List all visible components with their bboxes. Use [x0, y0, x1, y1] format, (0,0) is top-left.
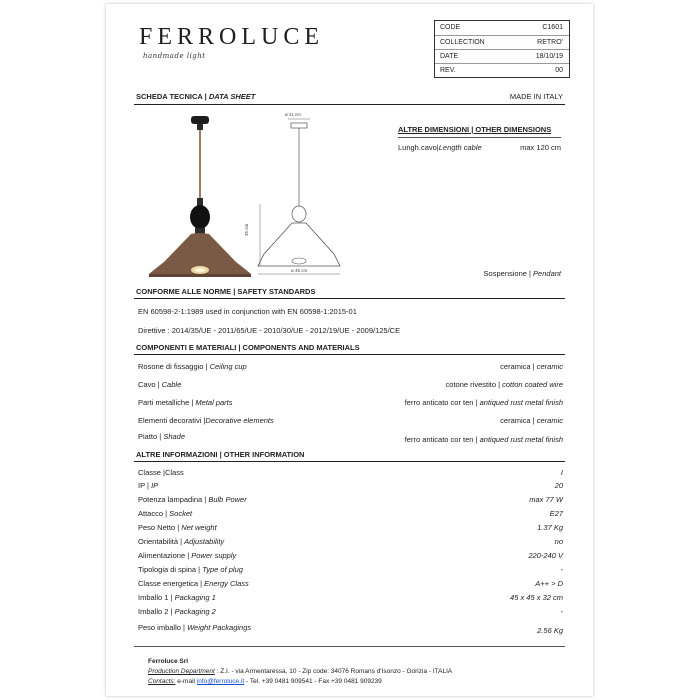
footer-company: Ferroluce Srl — [148, 658, 189, 665]
info-row-date: DATE 18/10/19 — [435, 49, 569, 64]
dimensions-divider — [398, 137, 561, 138]
info-label: Peso imballo | Weight Packagings — [138, 623, 252, 632]
lamp-photo — [146, 116, 256, 286]
email-link[interactable]: info@ferroluce.it — [196, 678, 245, 685]
components-divider — [134, 354, 565, 355]
info-row-collection: COLLECTION RETRO' — [435, 35, 569, 50]
component-label: Elementi decorativi |Decorative elements — [138, 416, 274, 425]
dimension-bottom-label: ø 45 cm — [291, 268, 308, 273]
info-label: Tipologia di spina | Type of plug — [138, 565, 243, 574]
component-value: ferro anticato cor ten | antiqued rust metal finish — [404, 398, 563, 407]
footer-divider — [134, 646, 565, 647]
footer-contacts: Contacts: e-mail info@ferroluce.it - Tel. +39 0481 909541 - Fax +39 0481 909239 — [148, 678, 382, 685]
title-divider — [134, 104, 565, 105]
dimension-height-label: 35 cm — [244, 223, 249, 236]
component-label: Piatto | Shade — [138, 432, 185, 441]
component-value: ferro anticato cor ten | antiqued rust metal finish — [404, 435, 563, 444]
info-label: IP | IP — [138, 481, 159, 490]
info-label: Alimentazione | Power supply — [138, 551, 237, 560]
safety-norm-line: EN 60598-2-1:1989 used in conjunction with EN 60598-1:2015-01 — [138, 307, 357, 316]
info-label: Orientabilità | Adjustability — [138, 537, 225, 546]
component-value: ceramica | ceramic — [500, 362, 563, 371]
safety-standards-heading: CONFORME ALLE NORME | SAFETY STANDARDS — [136, 287, 316, 296]
dimension-top-label: ø 11 cm — [285, 112, 301, 117]
info-value: 220-240 V — [528, 551, 563, 560]
lamp-type: Sospensione | Pendant — [483, 269, 561, 278]
other-dimensions-heading: ALTRE DIMENSIONI | OTHER DIMENSIONS — [398, 125, 552, 134]
info-value: A++ > D — [535, 579, 563, 588]
info-label: Attacco | Socket — [138, 509, 193, 518]
info-value: no — [554, 537, 563, 546]
made-in-italy: MADE IN ITALY — [509, 92, 563, 101]
info-label: Classe energetica | Energy Class — [138, 579, 249, 588]
document-info-box — [434, 20, 570, 78]
component-label: Cavo | Cable — [138, 380, 182, 389]
data-sheet-page — [106, 4, 593, 696]
safety-directives-line: Direttive : 2014/35/UE - 2011/65/UE - 2010/30/UE - 2012/19/UE - 2009/125/CE — [138, 326, 401, 335]
components-heading: COMPONENTI E MATERIALI | COMPONENTS AND MATERIALS — [136, 343, 360, 352]
info-label: Classe |Class — [138, 468, 184, 477]
other-info-divider — [134, 461, 565, 462]
info-value: 20 — [554, 481, 563, 490]
technical-drawing — [248, 114, 348, 284]
sheet-title: SCHEDA TECNICA | DATA SHEET — [136, 92, 256, 101]
info-label: Imballo 1 | Packaging 1 — [138, 593, 216, 602]
info-label: Imballo 2 | Packaging 2 — [138, 607, 216, 616]
info-value: max 77 W — [529, 495, 563, 504]
brand-logo: FERROLUCE — [139, 24, 325, 50]
cable-length-label: Lungh.cavo|Length cable — [398, 143, 482, 152]
other-information-heading: ALTRE INFORMAZIONI | OTHER INFORMATION — [136, 450, 305, 459]
component-value: ceramica | ceramic — [500, 416, 563, 425]
info-value: I — [560, 468, 563, 477]
footer-production: Production Department : Z.I. - via Armentaressa, 10 - Zip code: 34076 Romans d'Isonzo - Gorizia - ITALIA — [148, 668, 453, 675]
info-value: 1.37 Kg — [537, 523, 563, 532]
component-value: cotone rivestito | cotton coated wire — [445, 380, 563, 389]
info-value: 2.56 Kg — [537, 626, 563, 635]
info-row-rev: REV. 00 — [435, 63, 569, 78]
brand-tagline: handmade light — [143, 52, 206, 60]
info-label: Peso Netto | Net weight — [138, 523, 217, 532]
component-label: Rosone di fissaggio | Ceiling cup — [138, 362, 247, 371]
cable-length-value: max 120 cm — [520, 143, 561, 152]
info-value: E27 — [549, 509, 563, 518]
safety-divider — [134, 298, 565, 299]
info-value: - — [560, 565, 563, 574]
info-value: 45 x 45 x 32 cm — [510, 593, 563, 602]
info-value: - — [560, 607, 563, 616]
info-row-code: CODE C1601 — [440, 24, 563, 31]
component-label: Parti metalliche | Metal parts — [138, 398, 233, 407]
info-label: Potenza lampadina | Bulb Power — [138, 495, 247, 504]
